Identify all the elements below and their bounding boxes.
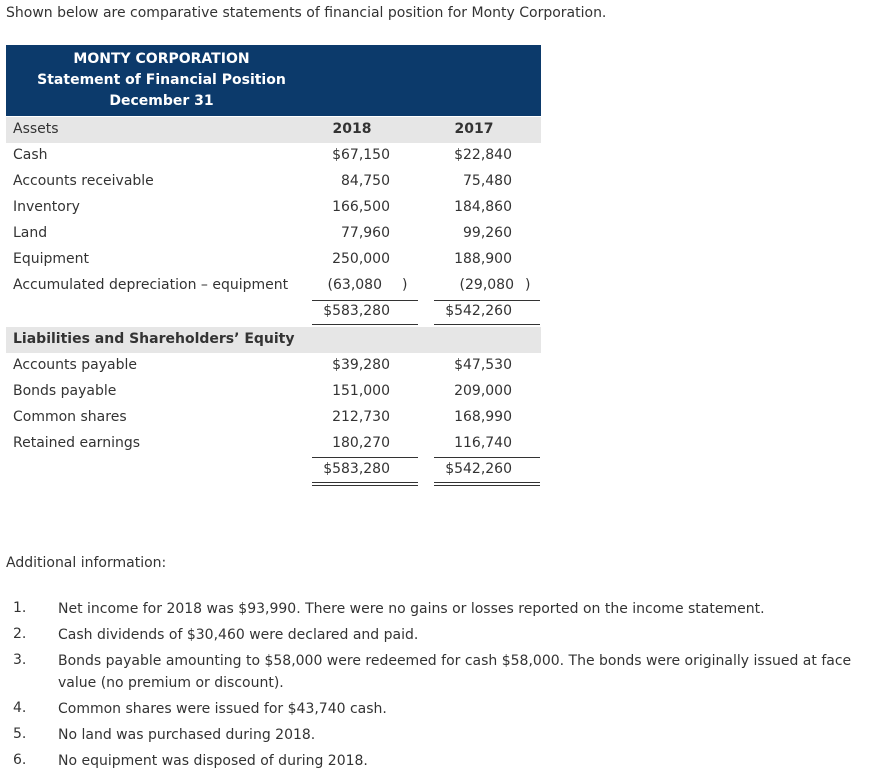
value-2018: 77,960 xyxy=(341,225,390,241)
row-label: Inventory xyxy=(13,199,80,215)
assets-total-2017: $542,260 xyxy=(445,303,512,319)
value-2018: 250,000 xyxy=(332,251,390,267)
row-label: Land xyxy=(13,225,48,241)
value-2017: $22,840 xyxy=(454,147,512,163)
value-2018: $67,150 xyxy=(332,147,390,163)
value-2018: 180,270 xyxy=(332,435,390,451)
row-label: Bonds payable xyxy=(13,383,117,399)
company-name: MONTY CORPORATION xyxy=(73,51,250,67)
value-2017: 168,990 xyxy=(454,409,512,425)
value-2017: 116,740 xyxy=(454,435,512,451)
item-number: 1. xyxy=(13,600,27,616)
total-double-rule xyxy=(434,482,540,486)
item-number: 5. xyxy=(13,726,27,742)
value-2017: 188,900 xyxy=(454,251,512,267)
subtotal-rule xyxy=(312,457,418,458)
item-text: Net income for 2018 was $93,990. There were no gains or losses reported on the income statement. xyxy=(58,601,765,617)
item-number: 4. xyxy=(13,700,27,716)
value-2018: $39,280 xyxy=(332,357,390,373)
value-2018: (63,080 xyxy=(327,277,382,293)
row-label: Cash xyxy=(13,147,48,163)
total-double-rule xyxy=(312,482,418,486)
intro-text: Shown below are comparative statements of financial position for Monty Corporation. xyxy=(6,5,607,21)
row-label: Retained earnings xyxy=(13,435,141,451)
value-2018: 212,730 xyxy=(332,409,390,425)
value-2017: 99,260 xyxy=(463,225,512,241)
assets-heading: Assets xyxy=(13,121,59,137)
statement-title: Statement of Financial Position xyxy=(37,72,286,88)
item-text: No land was purchased during 2018. xyxy=(58,727,316,743)
row-label: Accounts receivable xyxy=(13,173,154,189)
item-text: No equipment was disposed of during 2018. xyxy=(58,753,368,769)
item-number: 3. xyxy=(13,652,27,668)
row-label: Common shares xyxy=(13,409,127,425)
liabilities-total-2017: $542,260 xyxy=(445,461,512,477)
row-label: Accumulated depreciation – equipment xyxy=(13,277,289,293)
item-text: Bonds payable amounting to $58,000 were redeemed for cash $58,000. The bonds were originally issued at face value (no premium or discount). xyxy=(58,653,852,691)
value-2018: 166,500 xyxy=(332,199,390,215)
item-text: Common shares were issued for $43,740 cash. xyxy=(58,701,387,717)
value-2018: 151,000 xyxy=(332,383,390,399)
row-label: Accounts payable xyxy=(13,357,137,373)
value-2017: 75,480 xyxy=(463,173,512,189)
col-2017-heading: 2017 xyxy=(454,121,494,137)
statement-date: December 31 xyxy=(109,93,214,109)
value-2017: (29,080 xyxy=(459,277,514,293)
subtotal-rule xyxy=(434,300,540,301)
value-2018: 84,750 xyxy=(341,173,390,189)
col-2018-heading: 2018 xyxy=(332,121,372,137)
subtotal-rule xyxy=(312,300,418,301)
subtotal-rule xyxy=(434,457,540,458)
item-text: Cash dividends of $30,460 were declared and paid. xyxy=(58,627,419,643)
value-2017: 184,860 xyxy=(454,199,512,215)
value-2017: 209,000 xyxy=(454,383,512,399)
additional-info-heading: Additional information: xyxy=(6,555,167,571)
liabilities-heading: Liabilities and Shareholders’ Equity xyxy=(13,331,295,347)
assets-total-2018: $583,280 xyxy=(323,303,390,319)
liabilities-total-2018: $583,280 xyxy=(323,461,390,477)
row-label: Equipment xyxy=(13,251,89,267)
close-paren: ) xyxy=(525,277,531,293)
statement-header xyxy=(6,45,541,116)
item-number: 6. xyxy=(13,752,27,768)
item-number: 2. xyxy=(13,626,27,642)
close-paren: ) xyxy=(402,277,408,293)
value-2017: $47,530 xyxy=(454,357,512,373)
